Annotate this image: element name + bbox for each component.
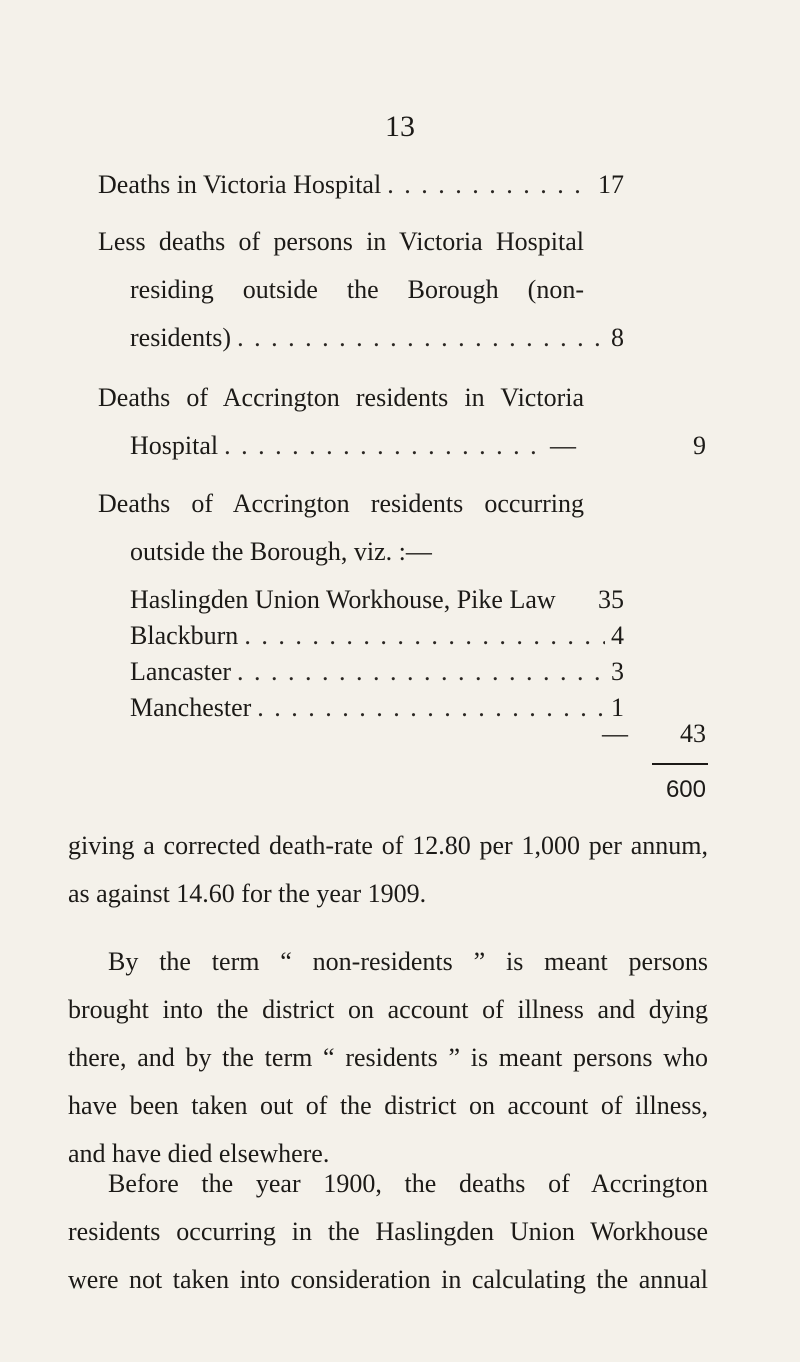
place-value: 4	[611, 621, 624, 650]
accrington-hospital-dash: —	[550, 431, 576, 460]
paragraph-line: Before the year 1900, the deaths of Accrington	[108, 1169, 708, 1198]
paragraph-definitions	[68, 938, 708, 1178]
place-row-blackburn	[130, 618, 624, 654]
dot-leader	[237, 320, 605, 356]
accrington-hospital-label: Hospital	[130, 431, 219, 460]
place-label: Haslingden Union Workhouse, Pike Law	[130, 585, 556, 614]
total-value: 600	[665, 776, 706, 803]
hospital-deaths-value: 17	[598, 170, 624, 199]
outside-borough-line-2: outside the Borough, viz. :—	[130, 537, 432, 566]
paragraph-line: were not taken into consideration in calculating the annual	[68, 1265, 708, 1294]
place-label: Lancaster	[130, 657, 232, 686]
paragraph-line: have been taken out of the district on account of illness,	[68, 1091, 708, 1120]
place-row-haslingden	[130, 582, 624, 618]
accrington-hospital-line-1: Deaths of Accrington residents in Victoria	[98, 383, 584, 412]
place-label: Manchester	[130, 693, 252, 722]
paragraph-line: By the term “ non-residents ” is meant persons	[108, 947, 708, 976]
paragraph-line: and have died elsewhere.	[68, 1139, 330, 1168]
less-nonresidents-value: 8	[611, 323, 624, 352]
paragraph-line: brought into the district on account of illness and dying	[68, 995, 708, 1024]
hospital-deaths-label: Deaths in Victoria Hospital	[98, 170, 382, 199]
accrington-hospital-value: 9	[693, 431, 706, 460]
page-number: 13	[385, 110, 415, 143]
place-row-lancaster	[130, 654, 624, 690]
paragraph-corrected-rate	[68, 822, 708, 918]
paragraph-line: giving a corrected death-rate of 12.80 per 1,000 per annum,	[68, 831, 708, 860]
place-row-manchester	[130, 690, 624, 726]
paragraph-line: there, and by the term “ residents ” is meant persons who	[68, 1043, 708, 1072]
paragraph-line: as against 14.60 for the year 1909.	[68, 879, 427, 908]
less-nonresidents-line-1: Less deaths of persons in Victoria Hospital	[98, 227, 584, 256]
outside-borough-line-1: Deaths of Accrington residents occurring	[98, 489, 584, 518]
less-nonresidents-row	[130, 320, 624, 356]
dot-leader	[224, 428, 544, 464]
less-nonresidents-line-2: residing outside the Borough (non-	[130, 275, 584, 304]
dot-leader	[244, 618, 605, 654]
subtotal-dash: —	[602, 719, 628, 748]
dot-leader	[387, 167, 592, 203]
subtotal-value: 43	[680, 719, 706, 748]
dot-leader	[257, 690, 605, 726]
paragraph-before-1900	[68, 1160, 708, 1304]
hospital-deaths-row	[98, 167, 624, 203]
dot-leader	[237, 654, 605, 690]
total-rule	[652, 763, 708, 765]
place-value: 1	[611, 693, 624, 722]
accrington-hospital-row	[130, 428, 576, 464]
place-value: 35	[598, 585, 624, 614]
paragraph-line: residents occurring in the Haslingden Union Workhouse	[68, 1217, 708, 1246]
place-value: 3	[611, 657, 624, 686]
less-nonresidents-label: residents)	[130, 323, 232, 352]
place-label: Blackburn	[130, 621, 239, 650]
